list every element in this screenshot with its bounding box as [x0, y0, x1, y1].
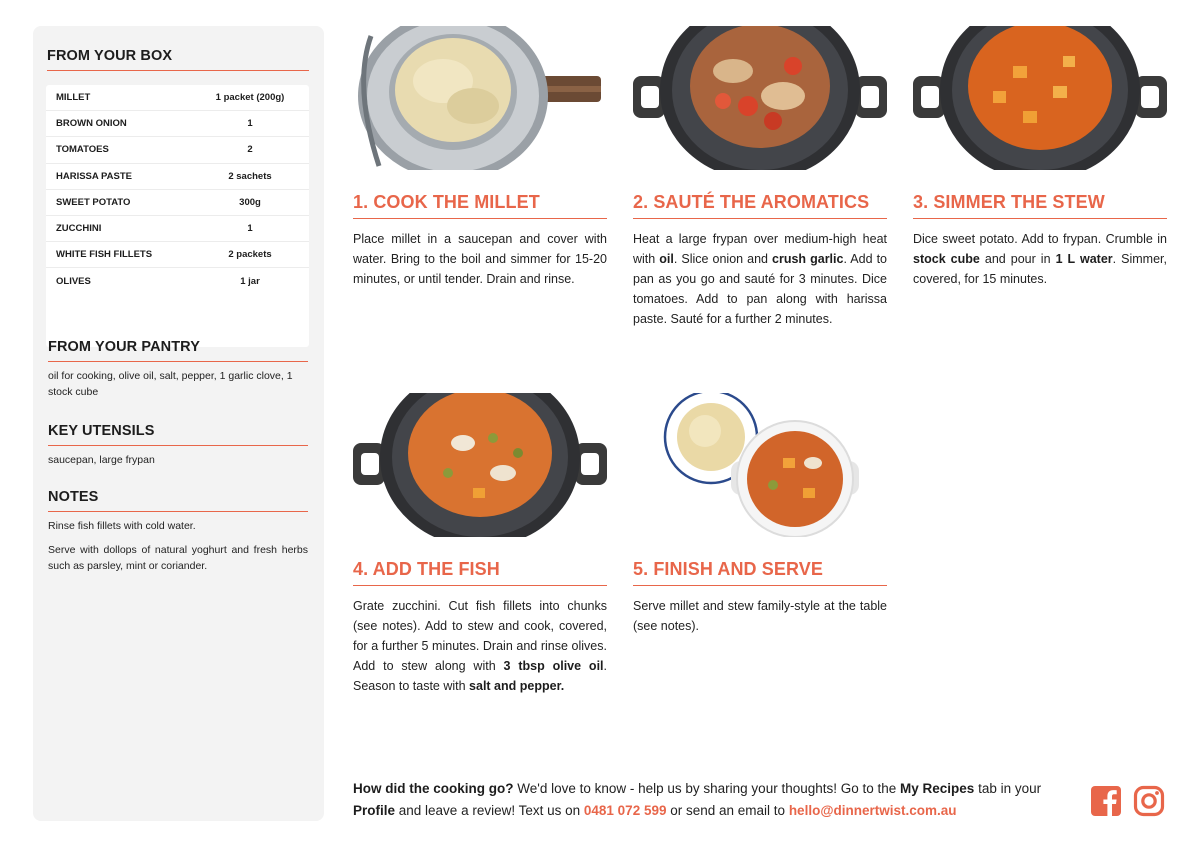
- step-5: [633, 393, 887, 633]
- notes-section: [48, 489, 308, 582]
- step-3-photo: [913, 26, 1167, 170]
- step-3-title: 3. SIMMER THE STEW: [913, 192, 1167, 219]
- feedback-footer: [353, 778, 1078, 822]
- step-4: [353, 393, 608, 693]
- pantry-text: oil for cooking, olive oil, salt, pepper, 1 garlic clove, 1 stock cube: [48, 370, 293, 398]
- step-5-title: 5. FINISH AND SERVE: [633, 559, 887, 586]
- instagram-icon[interactable]: [1133, 785, 1165, 817]
- footer-text: or send an email to: [666, 803, 789, 818]
- footer-text: and leave a review! Text us on: [395, 803, 584, 818]
- ingredient-row: [46, 137, 309, 163]
- facebook-icon[interactable]: [1090, 785, 1122, 817]
- ingredient-qty: 1 jar: [240, 275, 260, 287]
- footer-bold-text: How did the cooking go?: [353, 781, 514, 796]
- ingredient-qty: 300g: [239, 196, 261, 208]
- ingredient-row: [46, 190, 309, 216]
- step-3-body: [913, 229, 1167, 289]
- ingredient-qty: 2 sachets: [228, 170, 272, 182]
- ingredient-row: [46, 85, 309, 111]
- step-2-body: [633, 229, 887, 329]
- ingredient-qty: 2 packets: [228, 249, 272, 261]
- ingredient-qty: 1 packet (200g): [215, 92, 285, 104]
- emphasis-text: stock cube: [913, 252, 980, 266]
- ingredient-row: [46, 111, 309, 137]
- step-3: [913, 26, 1167, 286]
- step-text: Place millet in a saucepan and cover with water. Bring to the boil and simmer for 15-20 minutes, or until tender. Drain and rinse.: [353, 232, 607, 286]
- utensils-section: [48, 423, 308, 468]
- footer-text: tab in your: [974, 781, 1042, 796]
- phone-link[interactable]: 0481 072 599: [583, 803, 667, 818]
- utensils-title: KEY UTENSILS: [48, 423, 308, 446]
- utensils-text: saucepan, large frypan: [48, 454, 155, 466]
- ingredient-name: BROWN ONION: [56, 118, 127, 130]
- step-text: and pour in: [979, 252, 1056, 266]
- step-5-photo: [633, 393, 887, 537]
- footer-bold-text: Profile: [353, 803, 396, 818]
- from-your-box-title: FROM YOUR BOX: [47, 48, 309, 71]
- step-text: . Season to taste with: [353, 659, 608, 693]
- emphasis-text: crush garlic: [772, 252, 844, 266]
- step-text: . Simmer, covered, for 15 minutes.: [913, 252, 1167, 286]
- pantry-section: [48, 339, 308, 400]
- step-5-body: [633, 596, 887, 636]
- step-4-title: 4. ADD THE FISH: [353, 559, 607, 586]
- ingredient-row: [46, 242, 309, 268]
- ingredients-sidebar: [33, 26, 324, 821]
- ingredient-name: OLIVES: [56, 275, 91, 287]
- note-item: Rinse fish fillets with cold water.: [48, 520, 196, 532]
- step-1-body: [353, 229, 607, 289]
- step-2-photo: [633, 26, 887, 170]
- step-text: . Slice onion and: [673, 252, 773, 266]
- ingredient-qty: 2: [247, 144, 253, 156]
- step-text: Dice sweet potato. Add to frypan. Crumble in: [913, 232, 1167, 246]
- step-text: Grate zucchini. Cut fish fillets into chunks (see notes). Add to stew and cook, covered, for a further 5 minutes. Drain and rinse olives. Add to stew along with: [353, 599, 607, 673]
- ingredient-name: ZUCCHINI: [56, 223, 102, 235]
- emphasis-text: salt and pepper.: [469, 679, 565, 693]
- ingredient-row: [46, 268, 309, 294]
- step-1: [353, 26, 607, 286]
- step-1-photo: [353, 26, 607, 170]
- step-4-photo: [353, 393, 607, 537]
- emphasis-text: 1 L water: [1055, 252, 1113, 266]
- ingredient-row: [46, 164, 309, 190]
- footer-bold-text: My Recipes: [900, 781, 975, 796]
- step-text: Heat a large frypan over medium-high heat with: [633, 232, 887, 266]
- ingredient-qty: 1: [247, 118, 253, 130]
- email-link[interactable]: hello@dinnertwist.com.au: [788, 803, 957, 818]
- ingredient-name: TOMATOES: [56, 144, 109, 156]
- ingredient-name: WHITE FISH FILLETS: [56, 249, 153, 261]
- ingredient-name: MILLET: [56, 92, 91, 104]
- note-item: Serve with dollops of natural yoghurt and fresh herbs such as parsley, mint or coriander.: [48, 544, 308, 572]
- footer-text: We'd love to know - help us by sharing your thoughts! Go to the: [513, 781, 901, 796]
- ingredient-name: HARISSA PASTE: [56, 170, 133, 182]
- step-4-body: [353, 596, 607, 696]
- ingredient-row: [46, 216, 309, 242]
- step-text: Serve millet and stew family-style at the table (see notes).: [633, 599, 887, 633]
- step-1-title: 1. COOK THE MILLET: [353, 192, 607, 219]
- notes-title: NOTES: [48, 489, 308, 512]
- ingredient-name: SWEET POTATO: [56, 196, 131, 208]
- emphasis-text: oil: [659, 252, 674, 266]
- notes-text: [48, 512, 308, 574]
- pantry-title: FROM YOUR PANTRY: [48, 339, 308, 362]
- ingredient-qty: 1: [247, 223, 253, 235]
- ingredients-table: [46, 85, 309, 347]
- emphasis-text: 3 tbsp olive oil: [503, 659, 604, 673]
- step-2-title: 2. SAUTÉ THE AROMATICS: [633, 192, 887, 219]
- step-2: [633, 26, 887, 326]
- step-text: . Add to pan as you go and sauté for 3 minutes. Dice tomatoes. Add to pan along with harissa paste. Sauté for a further 2 minutes.: [633, 252, 887, 326]
